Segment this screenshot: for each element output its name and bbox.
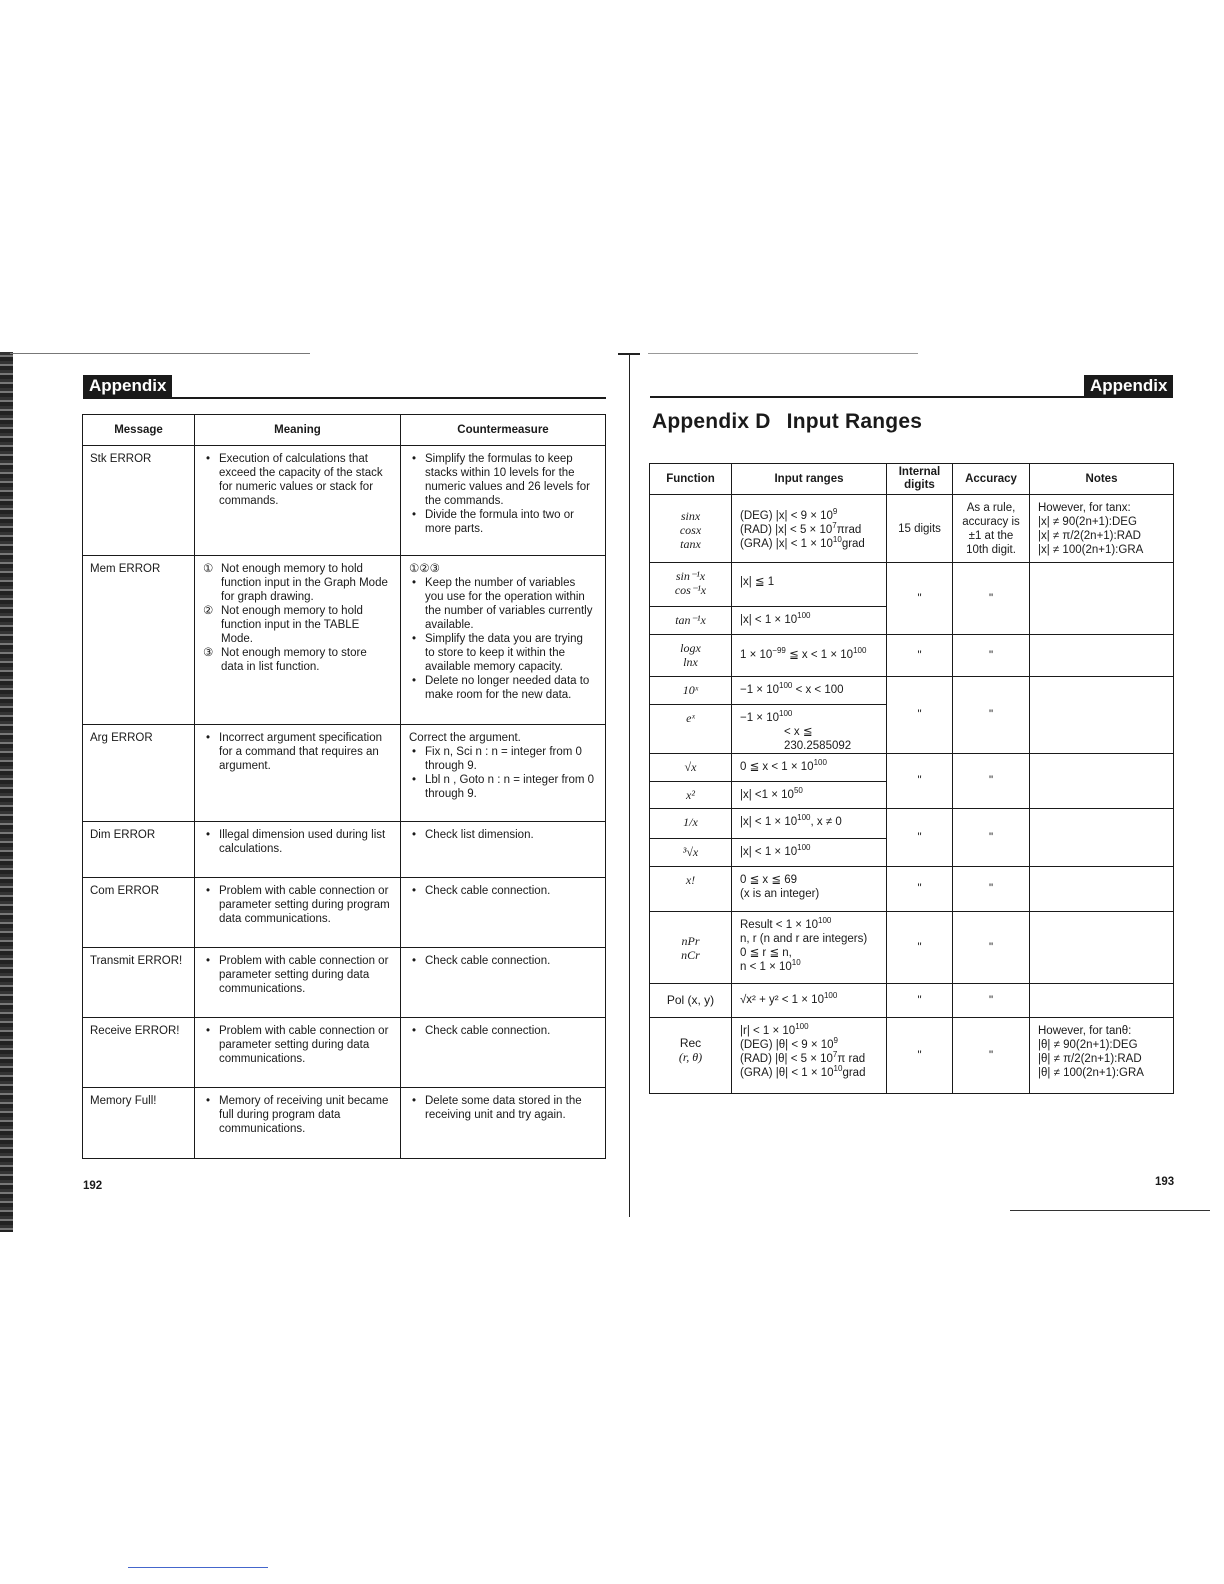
list-item: • Divide the formula into two or more parts. — [425, 508, 595, 536]
error-message: Com ERROR — [83, 878, 195, 948]
accuracy-cell: " — [953, 912, 1030, 984]
table-row — [650, 912, 1174, 984]
countermeasure-cell — [401, 948, 606, 1018]
range-cell: $|x| <1 \times 10^{50}$ — [732, 782, 887, 809]
meaning-cell — [195, 446, 401, 556]
meaning-cell — [195, 1018, 401, 1088]
list-item: • Illegal dimension used during list calculations. — [219, 828, 390, 856]
range-cell: (DEG) $|x| < 9 \times 10^9$ (RAD) $|x| < 5 \times 10^7\pi rad$ (GRA) $|x| < 1 \times 10^{10}grad$ — [732, 495, 887, 563]
range-cell: $|x| < 1 \times 10^{100}$, x ≠ 0 — [732, 809, 887, 839]
range-cell: $|x| < 1 \times 10^{100}$ — [732, 839, 887, 867]
list-item: ② Not enough memory to hold function input in the TABLE Mode. — [203, 605, 363, 645]
table-row — [650, 867, 1174, 912]
error-message: Stk ERROR — [83, 446, 195, 556]
table-row — [83, 878, 606, 948]
table-row — [650, 754, 1174, 782]
countermeasure-cell — [401, 1018, 606, 1088]
meaning-cell — [195, 556, 401, 725]
list-item: • Check cable connection. — [425, 954, 595, 968]
list-item: • Memory of receiving unit became full during program data communications. — [219, 1094, 390, 1136]
page-number-right: 193 — [1155, 1176, 1175, 1188]
internal-digits-cell: 15 digits — [887, 495, 953, 563]
notes-cell — [1030, 677, 1174, 754]
meaning-cell — [195, 1088, 401, 1159]
notes-cell — [1030, 912, 1174, 984]
countermeasure-cell — [401, 878, 606, 948]
countermeasure-lead: Correct the argument. — [409, 732, 521, 744]
list-item: • Check list dimension. — [425, 828, 595, 842]
table-row — [83, 822, 606, 878]
list-item: • Execution of calculations that exceed the capacity of the stack for numeric values or stack for commands. — [219, 452, 390, 508]
bottom-rule-right — [1010, 1210, 1210, 1211]
internal-digits-cell: " — [887, 563, 953, 635]
list-item: • Delete some data stored in the receiving unit and try again. — [425, 1094, 595, 1122]
notes-cell — [1030, 563, 1174, 635]
list-item: ③ Not enough memory to store data in list function. — [203, 647, 367, 673]
table-header-row — [83, 415, 606, 446]
notes-cell: However, for tanθ: |θ| ≠ 90(2n+1):DEG |θ| ≠ π/2(2n+1):RAD |θ| ≠ 100(2n+1):GRA — [1030, 1018, 1174, 1094]
table-row — [650, 1018, 1174, 1094]
function-cell: x! — [650, 867, 732, 912]
list-item: • Problem with cable connection or parameter setting during data communications. — [219, 1024, 390, 1066]
error-message: Dim ERROR — [83, 822, 195, 878]
top-rule-right — [648, 353, 918, 354]
title-main: Input Ranges — [786, 410, 923, 433]
function-cell: tan⁻¹x — [650, 607, 732, 635]
notes-cell — [1030, 754, 1174, 809]
internal-digits-cell: " — [887, 677, 953, 754]
header-rule-left — [83, 397, 606, 399]
col-header-meaning: Meaning — [195, 415, 401, 446]
table-row — [83, 446, 606, 556]
range-cell: $√x^2 + y^2 < 1 \times 10^{100}$ — [732, 984, 887, 1018]
function-cell: 1/x — [650, 809, 732, 839]
title-prefix: Appendix D — [652, 410, 771, 433]
notes-cell — [1030, 867, 1174, 912]
function-cell: eˣ — [650, 705, 732, 754]
accuracy-cell: As a rule, accuracy is ±1 at the 10th digit. — [953, 495, 1030, 563]
internal-digits-cell: " — [887, 984, 953, 1018]
countermeasure-cell — [401, 556, 606, 725]
internal-digits-cell: " — [887, 635, 953, 677]
list-item: • Check cable connection. — [425, 884, 595, 898]
error-message: Mem ERROR — [83, 556, 195, 725]
range-cell: $|x| < 1 \times 10^{100}$ — [732, 607, 887, 635]
meaning-cell — [195, 878, 401, 948]
range-cell: $-1 \times 10^{100} < x < 100$ — [732, 677, 887, 705]
table-row — [650, 809, 1174, 839]
page-fold-line — [629, 355, 630, 1217]
table-row — [83, 1018, 606, 1088]
notes-cell — [1030, 984, 1174, 1018]
range-cell: 0 ≦ x ≦ 69 (x is an integer) — [732, 867, 887, 912]
input-ranges-table — [649, 463, 1174, 1094]
table-row — [650, 563, 1174, 607]
countermeasure-cell — [401, 1088, 606, 1159]
bottom-link-line — [128, 1567, 268, 1568]
page-title — [652, 410, 922, 434]
internal-digits-cell: " — [887, 1018, 953, 1094]
list-item: • Fix n, Sci n : n = integer from 0 through 9. — [425, 745, 595, 773]
table-row — [650, 635, 1174, 677]
error-message: Receive ERROR! — [83, 1018, 195, 1088]
meaning-cell — [195, 822, 401, 878]
function-cell: 10ˣ — [650, 677, 732, 705]
list-item: ① Not enough memory to hold function input in the Graph Mode for graph drawing. — [203, 563, 388, 603]
col-header-function: Function — [650, 464, 732, 495]
function-cell: ³√x — [650, 839, 732, 867]
error-message-table — [82, 414, 606, 1159]
notes-cell: However, for tanx: |x| ≠ 90(2n+1):DEG |x| ≠ π/2(2n+1):RAD |x| ≠ 100(2n+1):GRA — [1030, 495, 1174, 563]
meaning-cell — [195, 725, 401, 822]
list-item: • Problem with cable connection or parameter setting during data communications. — [219, 954, 390, 996]
notes-cell — [1030, 809, 1174, 867]
countermeasure-cell — [401, 725, 606, 822]
function-cell: Rec (r, θ) — [650, 1018, 732, 1094]
function-cell: sinx cosx tanx — [650, 495, 732, 563]
accuracy-cell: " — [953, 635, 1030, 677]
range-cell: |x| ≦ 1 — [732, 563, 887, 607]
error-message: Memory Full! — [83, 1088, 195, 1159]
binding-edge — [0, 352, 13, 1232]
internal-digits-cell: " — [887, 754, 953, 809]
table-row — [83, 948, 606, 1018]
col-header-countermeasure: Countermeasure — [401, 415, 606, 446]
accuracy-cell: " — [953, 809, 1030, 867]
error-message: Arg ERROR — [83, 725, 195, 822]
range-cell: $1 \times 10^{-99}$ ≦ $x < 1 \times 10^{100}$ — [732, 635, 887, 677]
function-cell: sin⁻¹x cos⁻¹x — [650, 563, 732, 607]
function-cell: x² — [650, 782, 732, 809]
internal-digits-cell: " — [887, 912, 953, 984]
header-rule-right — [650, 396, 1173, 398]
accuracy-cell: " — [953, 563, 1030, 635]
list-item: • Simplify the data you are trying to store to keep it within the available memory capacity. — [425, 632, 595, 674]
countermeasure-cell — [401, 822, 606, 878]
notes-cell — [1030, 635, 1174, 677]
function-cell: logx lnx — [650, 635, 732, 677]
top-rule-left — [10, 353, 310, 354]
col-header-accuracy: Accuracy — [953, 464, 1030, 495]
accuracy-cell: " — [953, 677, 1030, 754]
col-header-internal-digits: Internal digits — [887, 464, 953, 495]
countermeasure-cell — [401, 446, 606, 556]
table-header-row — [650, 464, 1174, 495]
countermeasure-lead: ①②③ — [409, 563, 440, 575]
internal-digits-cell: " — [887, 867, 953, 912]
list-item: • Keep the number of variables you use for the operation within the number of variables currently available. — [425, 576, 595, 632]
appendix-tag-right: Appendix — [1084, 375, 1173, 398]
accuracy-cell: " — [953, 1018, 1030, 1094]
page-number-left: 192 — [83, 1180, 103, 1192]
appendix-tag-left: Appendix — [83, 375, 172, 398]
table-row — [650, 677, 1174, 705]
function-cell: nPr nCr — [650, 912, 732, 984]
accuracy-cell: " — [953, 867, 1030, 912]
list-item: • Problem with cable connection or parameter setting during program data communications. — [219, 884, 390, 926]
accuracy-cell: " — [953, 984, 1030, 1018]
meaning-cell — [195, 948, 401, 1018]
col-header-input-ranges: Input ranges — [732, 464, 887, 495]
list-item: • Simplify the formulas to keep stacks within 10 levels for the numeric values and 26 levels for the commands. — [425, 452, 595, 508]
table-row — [83, 725, 606, 822]
range-cell: Result < $1 \times 10^{100}$ n, r (n and r are integers) 0 ≦ r ≦ n, $n < 1 \times 10^{10}$ — [732, 912, 887, 984]
col-header-message: Message — [83, 415, 195, 446]
list-item: • Delete no longer needed data to make room for the new data. — [425, 674, 595, 702]
range-cell: $-1 \times 10^{100}$ < x ≦ 230.2585092 — [732, 705, 887, 754]
table-row — [83, 556, 606, 725]
internal-digits-cell: " — [887, 809, 953, 867]
list-item: • Incorrect argument specification for a command that requires an argument. — [219, 731, 390, 773]
accuracy-cell: " — [953, 754, 1030, 809]
error-message: Transmit ERROR! — [83, 948, 195, 1018]
table-row — [83, 1088, 606, 1159]
range-cell: $|r| < 1 \times 10^{100}$ (DEG) $|\theta| < 9 \times 10^9$ (RAD) $|\theta| < 5 \times 10^7\pi$ rad (GRA) $|\theta| < 1 \times 10^{10}grad$ — [732, 1018, 887, 1094]
list-item: • Check cable connection. — [425, 1024, 595, 1038]
range-cell: 0 ≦ $x < 1 \times 10^{100}$ — [732, 754, 887, 782]
table-row — [650, 984, 1174, 1018]
list-item: • Lbl n , Goto n : n = integer from 0 through 9. — [425, 773, 595, 801]
col-header-notes: Notes — [1030, 464, 1174, 495]
function-cell: √x — [650, 754, 732, 782]
table-row — [650, 495, 1174, 563]
function-cell: Pol (x, y) — [650, 984, 732, 1018]
